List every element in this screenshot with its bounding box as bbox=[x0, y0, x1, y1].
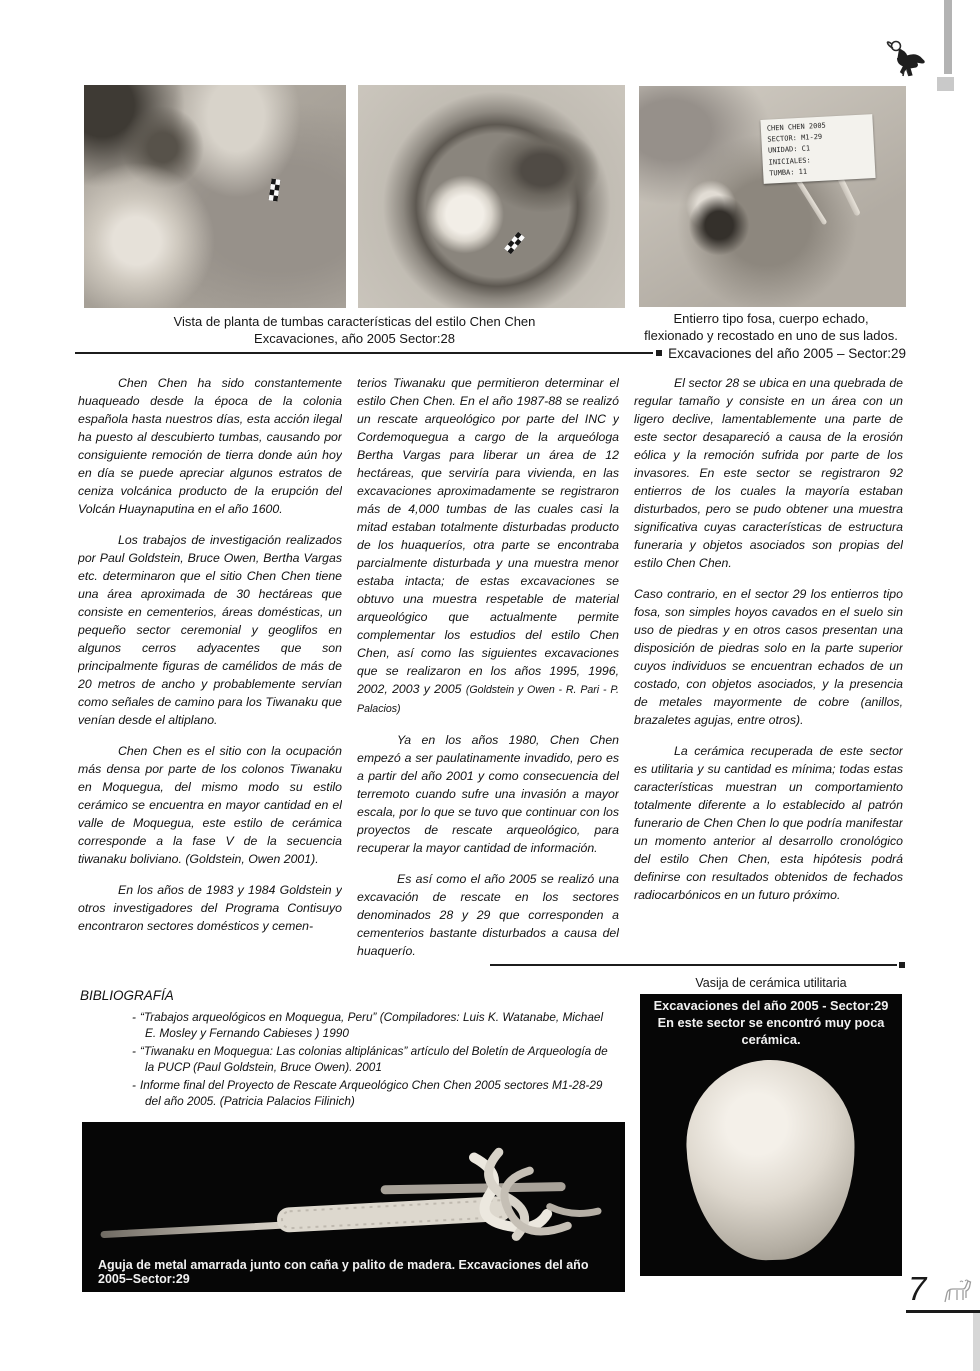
caption-line: Entierro tipo fosa, cuerpo echado, bbox=[673, 311, 869, 326]
vessel-overlay-caption bbox=[640, 997, 902, 1048]
bullet-dash: - bbox=[132, 1078, 136, 1092]
bibliography-item bbox=[132, 1010, 608, 1041]
ceramic-vessel-shape bbox=[684, 1058, 859, 1264]
paragraph: Caso contrario, en el sector 29 los entierros tipo fosa, son simples hoyos cavados en el suelo sin uso de piedras y en otros casos presentan una disposición de piedras solo en la parte superior cuyos individuos se encuentran echados de un costado, con objetos asociados, y la presencia de metales mayormente de cobre (anillos, brazaletes agujas, entre otros). bbox=[634, 587, 903, 727]
page-number: 7 bbox=[908, 1270, 927, 1307]
petroglyph-bird-icon bbox=[884, 36, 928, 78]
article-column-1 bbox=[78, 374, 342, 980]
caption-line: Excavaciones del año 2005 - Sector:29 bbox=[653, 998, 889, 1013]
paragraph: Chen Chen es el sitio con la ocupación más densa por parte de los colonos Tiwanaku en Moquegua, del mismo modo su estilo cerámico se encuentra en mayor cantidad en el valle de Moquegua, este estilo de cerámica corresponde a la fase V de la secuencia tiwanaku boliviano. (Goldstein, Owen 2001). bbox=[78, 744, 342, 866]
photo-fossa-burial-right bbox=[639, 86, 906, 307]
bibliography-title: BIBLIOGRAFÍA bbox=[80, 988, 174, 1003]
paragraph-text: terios Tiwanaku que permitieron determinar el estilo Chen Chen. En el año 1987-88 se realizó un rescate arqueológico por parte del INC y Cordemoquegua a cargo de la arqueóloga Bertha Vargas para liberar un área de 12 hectáreas, que serviría para vivienda, en las excavaciones aproximadamente se registraron más de 4,000 tumbas de las cuales casi la mitad estaban totalmente disturbadas producto de los huaqueríos, otra parte se encontraba parcialmente disturbada y una muestra menor estaba intacta; de estas excavaciones se obtuvo una muestra respetable de material arqueológico que actualmente permite complementar los estudios del estilo Chen Chen, así como las siguientes excavaciones que se realizaron en los años 1995, 1996, 2002, 2003 y 2005 bbox=[357, 376, 619, 696]
photo-metal-needle bbox=[82, 1122, 625, 1292]
caption-line: Excavaciones, año 2005 Sector:28 bbox=[254, 331, 455, 346]
bibliography bbox=[80, 988, 608, 1112]
photo-scale-marker bbox=[504, 232, 525, 255]
paragraph: Es así como el año 2005 se realizó una excavación de rescate en los sectores denominados 28 y 29 que corresponden a cementerios bastante disturbados a causa del huaquerío. bbox=[357, 872, 619, 958]
sign-line: UNIDAD: C1 bbox=[767, 144, 811, 155]
bibliography-list bbox=[132, 1010, 608, 1109]
citation: (Goldstein y Owen - R. Pari - P. Palacios) bbox=[357, 684, 619, 715]
paragraph: El sector 28 se ubica en una quebrada de regular tamaño y consiste en un área con un ligero declive, lamentablemente una parte de este sector desapareció a causa de la erosión eólica y la remoción sufrida por parte de los invasores. En este sector se registraron 92 entierros de los cuales la mayoría estaban disturbados, pero se pudo obtener una muestra significativa cuyas características de estructura funeraria y objetos asociados son propias del estilo Chen Chen. bbox=[634, 376, 903, 570]
paragraph: Ya en los años 1980, Chen Chen empezó a ser paulatinamente invadido, pero es a partir del año 2001 y como consecuencia del terremoto cuando sufre una invasión a mayor escala, por lo que se tuvo que continuar con los proyectos de rescate arqueológico, para recuperar la mayor cantidad de información. bbox=[357, 733, 619, 855]
caption-line: flexionado y recostado en uno de sus lados. bbox=[644, 328, 898, 343]
page-edge-bar bbox=[944, 0, 952, 74]
divider-rule-article-end bbox=[490, 964, 897, 966]
page-number-rule bbox=[906, 1310, 980, 1313]
divider-rule-top bbox=[75, 344, 906, 362]
rule-line bbox=[75, 352, 653, 354]
rule-dot bbox=[899, 962, 905, 968]
caption-top-right bbox=[630, 310, 912, 344]
paragraph: Los trabajos de investigación realizados por Paul Goldstein, Bruce Owen, Bertha Vargas etc. determinaron que el sitio Chen Chen tiene una área aproximada de 30 hectáreas que consiste en cementerios, áreas domésticas, un pequeño sector ceremonial y geoglifos en algunos cerros adyacentes que son principalmente figuras de camélidos de más de 20 metros de ancho y probablemente servían como señales de camino para los Tiwanaku que venían desde el altiplano. bbox=[78, 533, 342, 727]
article-column-2 bbox=[357, 374, 619, 980]
caption-line: En este sector se encontró muy poca cerámica. bbox=[657, 1015, 885, 1047]
photo-ceramic-vessel bbox=[640, 994, 902, 1276]
article-column-3 bbox=[634, 374, 903, 980]
article-body bbox=[78, 374, 903, 980]
petroglyph-llama-icon bbox=[940, 1278, 976, 1308]
rule-dot bbox=[656, 350, 662, 356]
photo-tomb-plan-left bbox=[84, 85, 346, 308]
vessel-caption: Vasija de cerámica utilitaria bbox=[695, 976, 847, 990]
sign-line: SECTOR: M1-29 bbox=[767, 132, 823, 144]
bibliography-item-text: Informe final del Proyecto de Rescate Arqueológico Chen Chen 2005 sectores M1-28-29 del año 2005. (Patricia Palacios Filinich) bbox=[139, 1078, 603, 1108]
page-edge-strip bbox=[973, 1313, 980, 1371]
caption-top-left bbox=[84, 313, 625, 347]
paragraph bbox=[357, 374, 619, 718]
paragraph: En los años de 1983 y 1984 Goldstein y otros investigadores del Programa Contisuyo encontraron sectores domésticos y cemen- bbox=[78, 883, 342, 933]
caption-line: Vista de planta de tumbas características del estilo Chen Chen bbox=[173, 314, 536, 329]
bullet-dash: - bbox=[132, 1044, 136, 1058]
paragraph: Chen Chen ha sido constantemente huaqueado desde la época de la colonia española hasta nuestros días, esta acción ilegal ha puesto al descubierto tumbas, causando por consiguiente remoción de tierra donde aún hoy en día se puede apreciar algunos estratos de ceniza volcánica producto de la erupción del Volcán Huaynaputina en el año 1600. bbox=[78, 376, 342, 516]
page-edge-square bbox=[937, 77, 954, 91]
photo-tomb-pit-center bbox=[358, 85, 625, 308]
photo-scale-marker bbox=[269, 178, 281, 201]
bibliography-item bbox=[132, 1044, 608, 1075]
caption-line: Excavaciones del año 2005 – Sector:29 bbox=[668, 345, 906, 361]
bibliography-item-text: “Trabajos arqueológicos en Moquegua, Peru” (Compiladores: Luis K. Watanabe, Michael E. Mosley y Fernando Cabieses ) 1990 bbox=[139, 1010, 604, 1040]
bibliography-item-text: “Tiwanaku en Moquegua: Las colonias altiplánicas” artículo del Boletín de Arqueología de la PUCP (Paul Goldstein, Bruce Owen). 2001 bbox=[139, 1044, 608, 1074]
sign-line: TUMBA: 11 bbox=[768, 167, 808, 178]
excavation-label-sign bbox=[760, 114, 875, 184]
bullet-dash: - bbox=[132, 1010, 136, 1024]
bibliography-item bbox=[132, 1078, 608, 1109]
sign-line: INICIALES: bbox=[768, 155, 811, 167]
sign-line: CHEN CHEN 2005 bbox=[766, 121, 826, 133]
needle-caption: Aguja de metal amarrada junto con caña y palito de madera. Excavaciones del año 2005–Sector:29 bbox=[98, 1258, 589, 1286]
paragraph: La cerámica recuperada de este sector es utilitaria y su cantidad es mínima; todas estas características muestran un comportamiento totalmente diferente a lo establecido al patrón funerario de Chen Chen lo que podría manifestar un momento anterior al desarrollo cronológico del estilo Chen Chen, esta hipótesis podrá definirse con resultados obtenidos de fechados radiocarbónicos en un futuro próximo. bbox=[634, 744, 903, 902]
